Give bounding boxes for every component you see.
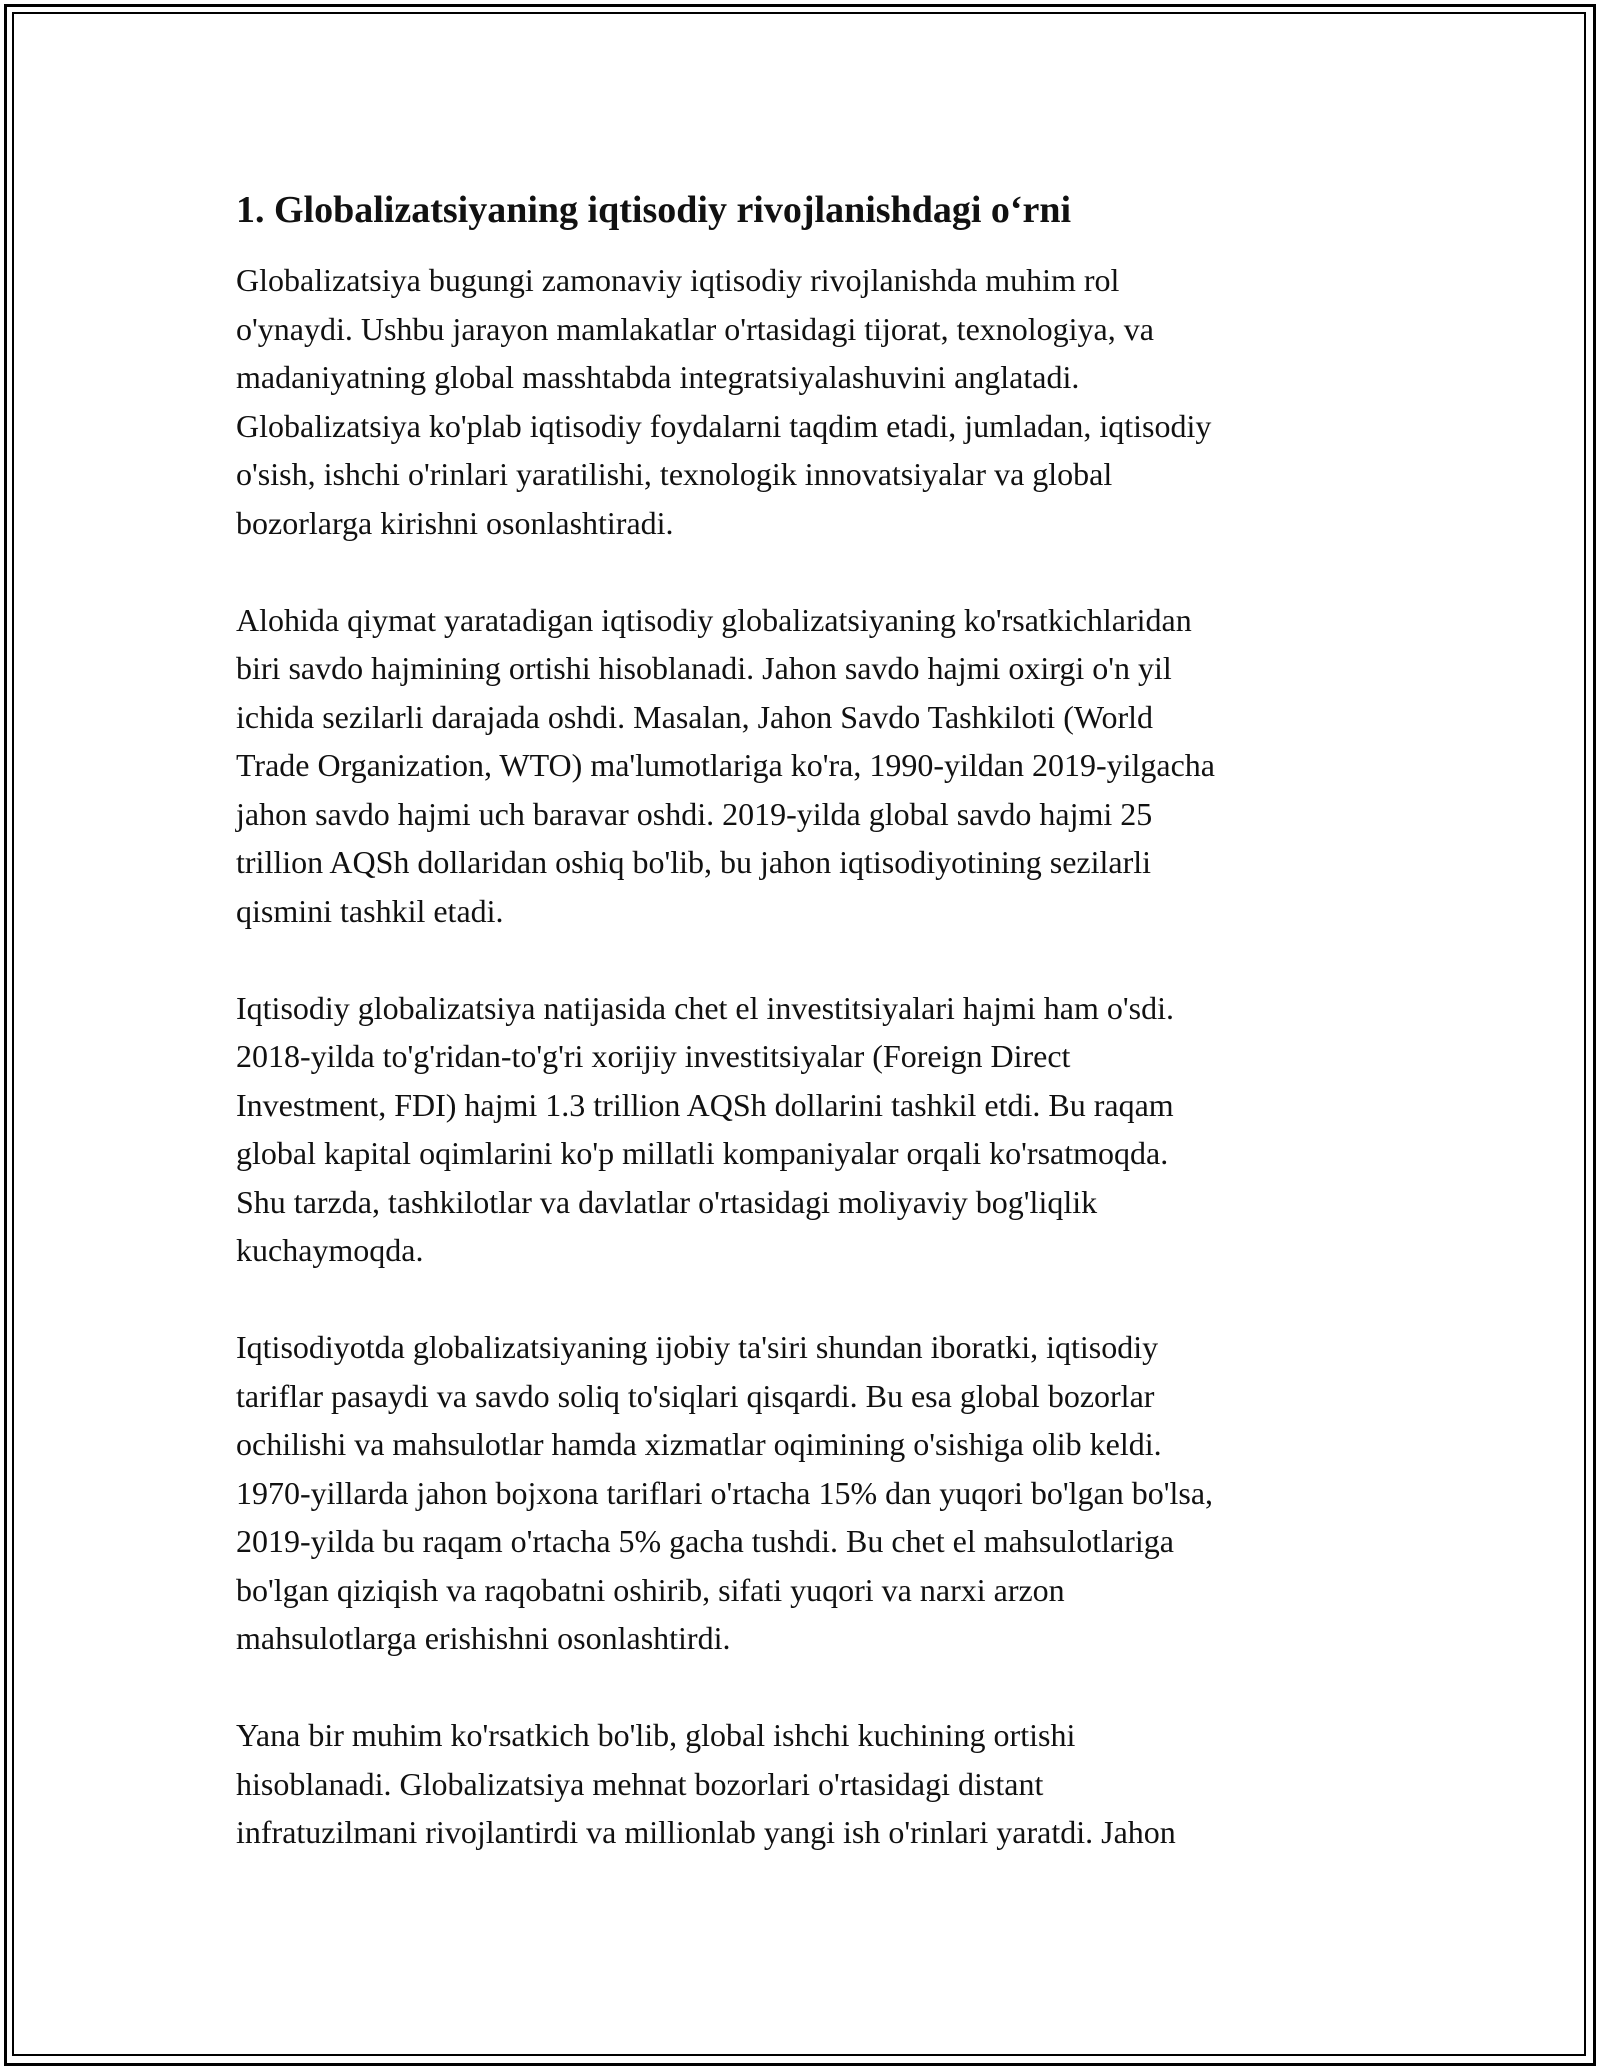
text-line: qismini tashkil etadi. <box>236 892 504 929</box>
text-line: Trade Organization, WTO) ma'lumotlariga ko'ra, 1990-yildan 2019-yilgacha <box>236 747 1215 783</box>
text-line: kuchaymoqda. <box>236 1232 424 1268</box>
text-line: Yana bir muhim ko'rsatkich bo'lib, global ishchi kuchining ortishi <box>236 1717 1076 1753</box>
paragraph-2 <box>236 596 1386 936</box>
text-line: Investment, FDI) hajmi 1.3 trillion AQSh dollarini tashkil etdi. Bu raqam <box>236 1086 1174 1123</box>
text-line: madaniyatning global masshtabda integratsiyalashuvini anglatadi. <box>236 359 1080 395</box>
text-line: biri savdo hajmining ortishi hisoblanadi. Jahon savdo hajmi oxirgi o'n yil <box>236 650 1172 686</box>
text-line: global kapital oqimlarini ko'p millatli kompaniyalar orqali ko'rsatmoqda. <box>236 1135 1169 1171</box>
text-line: jahon savdo hajmi uch baravar oshdi. 2019-yilda global savdo hajmi 25 <box>236 795 1153 832</box>
section-heading: 1. Globalizatsiyaning iqtisodiy rivojlanishdagi o‘rni <box>236 189 1072 231</box>
text-line: ichida sezilarli darajada oshdi. Masalan, Jahon Savdo Tashkiloti (World <box>236 698 1154 735</box>
text-line: Shu tarzda, tashkilotlar va davlatlar o'rtasidagi moliyaviy bog'liqlik <box>236 1183 1098 1220</box>
text-line: infratuzilmani rivojlantirdi va millionlab yangi ish o'rinlari yaratdi. Jahon <box>236 1814 1176 1850</box>
text-line: mahsulotlarga erishishni osonlashtirdi. <box>236 1620 731 1656</box>
text-line: 2018-yilda to'g'ridan-to'g'ri xorijiy investitsiyalar (Foreign Direct <box>236 1038 1071 1074</box>
document-body <box>236 186 1386 1905</box>
text-line: o'sish, ishchi o'rinlari yaratilishi, texnologik innovatsiyalar va global <box>236 456 1113 492</box>
paragraph-1 <box>236 256 1386 547</box>
text-line: Alohida qiymat yaratadigan iqtisodiy globalizatsiyaning ko'rsatkichlaridan <box>236 601 1192 638</box>
text-line: trillion AQSh dollaridan oshiq bo'lib, bu jahon iqtisodiyotining sezilarli <box>236 844 1152 880</box>
text-line: 1970-yillarda jahon bojxona tariflari o'rtacha 15% dan yuqori bo'lgan bo'lsa, <box>236 1474 1214 1511</box>
paragraph-5 <box>236 1711 1386 1857</box>
text-line: bozorlarga kirishni osonlashtiradi. <box>236 504 674 541</box>
text-line: Globalizatsiya ko'plab iqtisodiy foydalarni taqdim etadi, jumladan, iqtisodiy <box>236 407 1212 444</box>
text-line: Iqtisodiy globalizatsiya natijasida chet el investitsiyalari hajmi ham o'sdi. <box>236 989 1174 1026</box>
text-line: tariflar pasaydi va savdo soliq to'siqlari qisqardi. Bu esa global bozorlar <box>236 1377 1155 1414</box>
text-line: hisoblanadi. Globalizatsiya mehnat bozorlari o'rtasidagi distant <box>236 1765 1044 1802</box>
paragraph-3 <box>236 984 1386 1275</box>
text-line: bo'lgan qiziqish va raqobatni oshirib, sifati yuqori va narxi arzon <box>236 1571 1065 1608</box>
text-line: ochilishi va mahsulotlar hamda xizmatlar oqimining o'sishiga olib keldi. <box>236 1426 1162 1462</box>
text-line: Iqtisodiyotda globalizatsiyaning ijobiy ta'siri shundan iboratki, iqtisodiy <box>236 1329 1159 1365</box>
text-line: Globalizatsiya bugungi zamonaviy iqtisodiy rivojlanishda muhim rol <box>236 262 1120 298</box>
text-line: 2019-yilda bu raqam o'rtacha 5% gacha tushdi. Bu chet el mahsulotlariga <box>236 1523 1174 1559</box>
text-line: o'ynaydi. Ushbu jarayon mamlakatlar o'rtasidagi tijorat, texnologiya, va <box>236 310 1154 347</box>
paragraph-4 <box>236 1323 1386 1663</box>
